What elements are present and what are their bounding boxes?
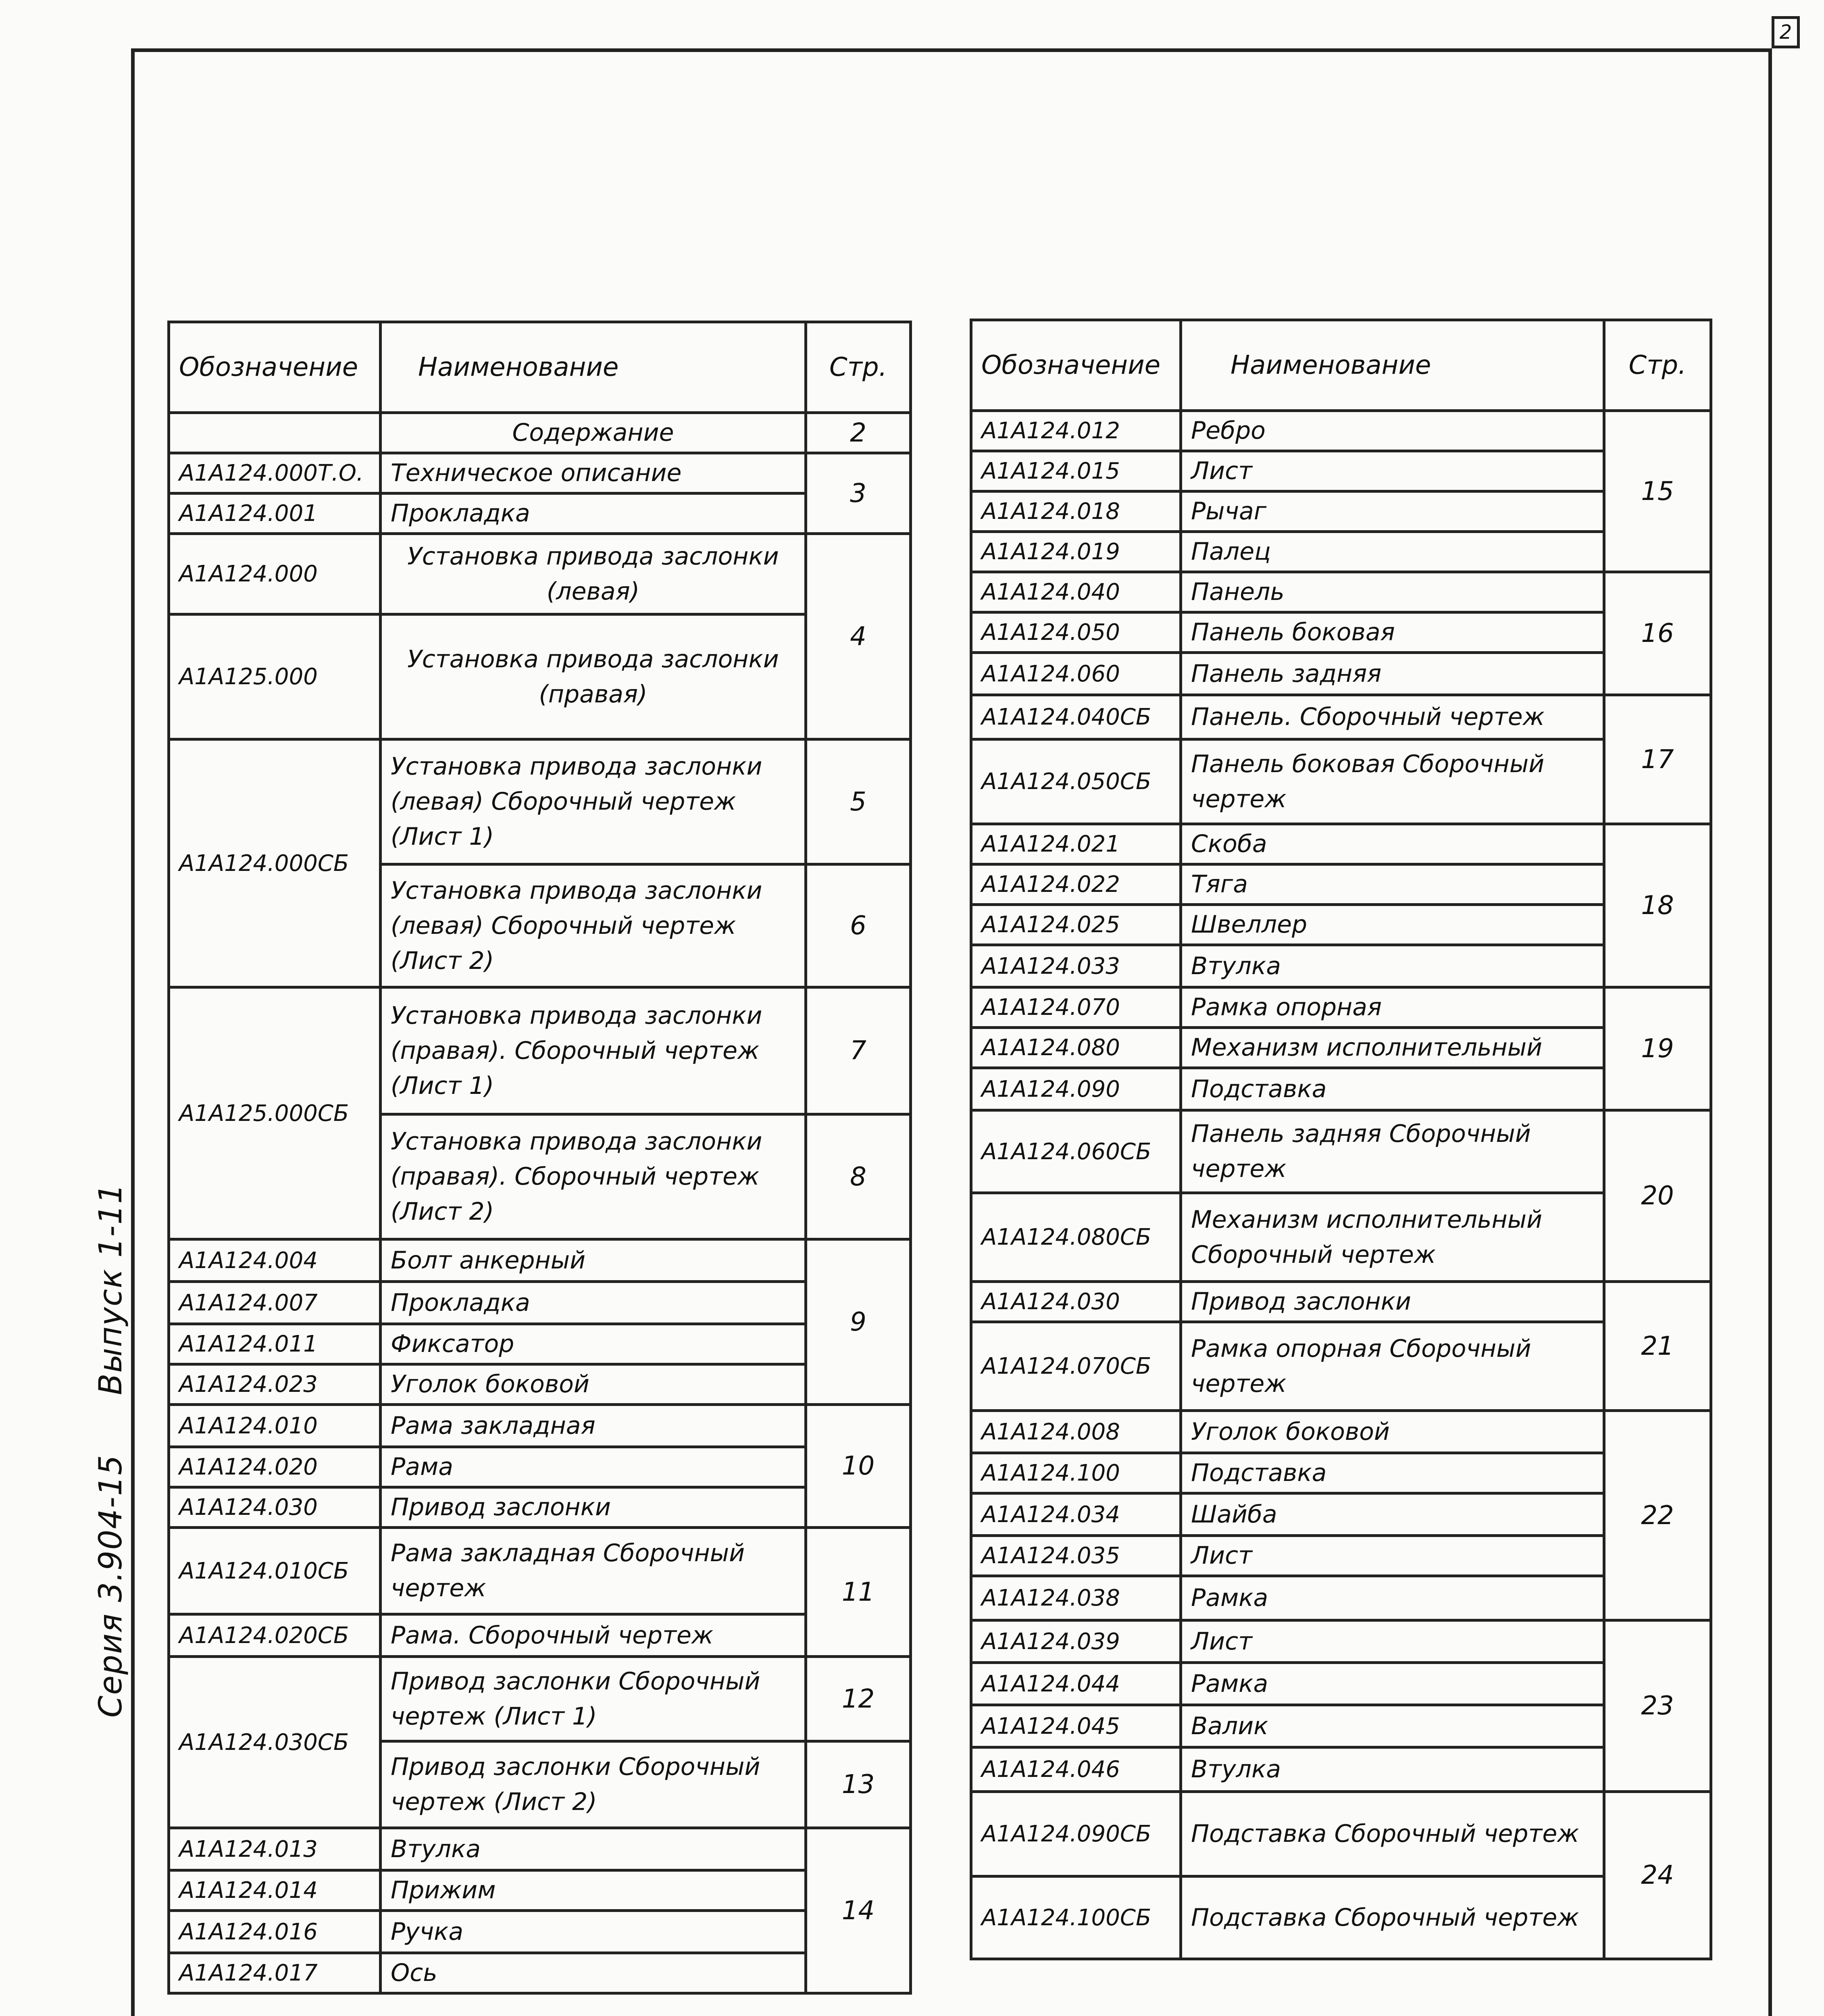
header-page: Стр. (1604, 320, 1711, 411)
row-code: А1А124.080СБ (971, 1193, 1181, 1282)
row-name: Уголок боковой (381, 1364, 806, 1405)
row-code: А1А124.010 (169, 1405, 381, 1447)
row-code: А1А124.045 (971, 1705, 1181, 1747)
row-name: Подставка Сборочный чертеж (1181, 1876, 1604, 1959)
row-name: Втулка (1181, 945, 1604, 987)
row-page: 21 (1604, 1282, 1711, 1411)
row-name: Привод заслонки (381, 1487, 806, 1528)
row-name: Установка привода заслонки (левая) Сборочный чертеж (Лист 1) (381, 739, 806, 864)
row-code: А1А124.018 (971, 492, 1181, 532)
issue-label: Выпуск 1-11 (93, 1183, 129, 1395)
row-code: А1А124.013 (169, 1828, 381, 1870)
row-name: Шайба (1181, 1493, 1604, 1536)
row-code: А1А124.100СБ (971, 1876, 1181, 1959)
row-name: Ось (381, 1953, 806, 1993)
row-name: Лист (1181, 1620, 1604, 1663)
row-page: 9 (806, 1239, 911, 1405)
series-label: Серия 3.904-15 (93, 1454, 129, 1718)
row-page: 2 (806, 413, 911, 453)
row-name: Содержание (381, 413, 806, 453)
row-page: 17 (1604, 695, 1711, 824)
row-name: Установка привода заслонки (правая). Сборочный чертеж (Лист 1) (381, 987, 806, 1114)
row-name: Рама закладная Сборочный чертеж (381, 1528, 806, 1614)
row-name: Механизм исполнительный (1181, 1028, 1604, 1068)
row-code: А1А124.022 (971, 864, 1181, 905)
row-code: А1А124.090СБ (971, 1792, 1181, 1876)
row-name: Ребро (1181, 411, 1604, 451)
row-name: Панель (1181, 572, 1604, 612)
row-page: 5 (806, 739, 911, 864)
row-code: А1А124.000СБ (169, 739, 381, 987)
row-name: Уголок боковой (1181, 1411, 1604, 1453)
row-name: Прокладка (381, 494, 806, 534)
row-name: Палец (1181, 532, 1604, 572)
row-code: А1А124.019 (971, 532, 1181, 572)
row-code: А1А124.070 (971, 987, 1181, 1028)
row-page: 22 (1604, 1411, 1711, 1620)
row-code: А1А124.044 (971, 1663, 1181, 1705)
row-name: Панель боковая (1181, 612, 1604, 653)
row-page: 3 (806, 453, 911, 534)
row-code: А1А124.030СБ (169, 1657, 381, 1828)
row-code: А1А124.000Т.О. (169, 453, 381, 494)
row-page: 7 (806, 987, 911, 1114)
row-name: Панель боковая Сборочный чертеж (1181, 739, 1604, 824)
row-name: Ручка (381, 1911, 806, 1953)
row-name: Установка привода заслонки (левая) (381, 534, 806, 614)
row-name: Подставка (1181, 1068, 1604, 1110)
row-name: Панель задняя (1181, 653, 1604, 695)
row-code: А1А124.011 (169, 1324, 381, 1364)
row-code: А1А124.023 (169, 1364, 381, 1405)
row-page: 18 (1604, 824, 1711, 987)
row-code: А1А124.015 (971, 451, 1181, 492)
row-code: А1А124.010СБ (169, 1528, 381, 1614)
row-code: А1А124.070СБ (971, 1322, 1181, 1411)
row-code: А1А125.000СБ (169, 987, 381, 1239)
row-code: А1А124.030 (971, 1282, 1181, 1322)
row-code: А1А124.038 (971, 1576, 1181, 1620)
row-name: Лист (1181, 451, 1604, 492)
row-page: 24 (1604, 1792, 1711, 1959)
row-code: А1А124.001 (169, 494, 381, 534)
row-code: А1А124.060 (971, 653, 1181, 695)
row-name: Панель задняя Сборочный чертеж (1181, 1110, 1604, 1193)
row-code: А1А124.090 (971, 1068, 1181, 1110)
row-page: 20 (1604, 1110, 1711, 1282)
row-code: А1А124.060СБ (971, 1110, 1181, 1193)
row-code: А1А124.000 (169, 534, 381, 614)
row-name: Скоба (1181, 824, 1604, 864)
row-code: А1А124.017 (169, 1953, 381, 1993)
margin-label (93, 1135, 129, 1718)
header-code: Обозначение (169, 322, 381, 413)
row-code: А1А124.004 (169, 1239, 381, 1282)
row-name: Привод заслонки (1181, 1282, 1604, 1322)
row-code: А1А124.035 (971, 1536, 1181, 1576)
row-name: Лист (1181, 1536, 1604, 1576)
row-code: А1А124.050 (971, 612, 1181, 653)
row-name: Техническое описание (381, 453, 806, 494)
row-code: А1А124.039 (971, 1620, 1181, 1663)
row-code: А1А124.012 (971, 411, 1181, 451)
row-code: А1А124.050СБ (971, 739, 1181, 824)
contents-table-right (970, 319, 1712, 1960)
row-name: Подставка Сборочный чертеж (1181, 1792, 1604, 1876)
row-code: А1А124.007 (169, 1282, 381, 1324)
row-code: А1А124.040 (971, 572, 1181, 612)
row-code: А1А124.014 (169, 1870, 381, 1911)
row-code: А1А124.025 (971, 905, 1181, 945)
row-name: Прижим (381, 1870, 806, 1911)
row-code: А1А124.020 (169, 1447, 381, 1487)
row-code: А1А124.034 (971, 1493, 1181, 1536)
row-name: Рамка (1181, 1576, 1604, 1620)
row-name: Втулка (381, 1828, 806, 1870)
row-code: А1А124.021 (971, 824, 1181, 864)
row-name: Валик (1181, 1705, 1604, 1747)
row-name: Рама закладная (381, 1405, 806, 1447)
row-name: Болт анкерный (381, 1239, 806, 1282)
header-code: Обозначение (971, 320, 1181, 411)
row-code: А1А124.080 (971, 1028, 1181, 1068)
row-name: Рама. Сборочный чертеж (381, 1614, 806, 1657)
row-page: 15 (1604, 411, 1711, 572)
row-name: Установка привода заслонки (левая) Сборочный чертеж (Лист 2) (381, 864, 806, 987)
row-page: 14 (806, 1828, 911, 1993)
row-name: Привод заслонки Сборочный чертеж (Лист 1) (381, 1657, 806, 1741)
row-name: Рычаг (1181, 492, 1604, 532)
row-code: А1А124.046 (971, 1747, 1181, 1792)
header-page: Стр. (806, 322, 911, 413)
header-name: Наименование (381, 322, 806, 413)
row-page: 23 (1604, 1620, 1711, 1792)
row-name: Рама (381, 1447, 806, 1487)
row-name: Панель. Сборочный чертеж (1181, 695, 1604, 739)
row-name: Рамка (1181, 1663, 1604, 1705)
row-page: 8 (806, 1114, 911, 1239)
row-page: 12 (806, 1657, 911, 1741)
row-code: А1А124.030 (169, 1487, 381, 1528)
row-page: 19 (1604, 987, 1711, 1110)
row-page: 4 (806, 534, 911, 739)
row-name: Механизм исполнительный Сборочный чертеж (1181, 1193, 1604, 1282)
row-page: 16 (1604, 572, 1711, 695)
row-name: Тяга (1181, 864, 1604, 905)
row-code: А1А124.016 (169, 1911, 381, 1953)
row-page: 10 (806, 1405, 911, 1528)
row-code: А1А124.100 (971, 1453, 1181, 1493)
row-name: Установка привода заслонки (правая) (381, 614, 806, 739)
contents-table-left (167, 321, 912, 1995)
row-name: Привод заслонки Сборочный чертеж (Лист 2) (381, 1741, 806, 1828)
row-name: Рамка опорная Сборочный чертеж (1181, 1322, 1604, 1411)
sheet-number: 2 (1772, 16, 1800, 48)
row-name: Швеллер (1181, 905, 1604, 945)
header-name: Наименование (1181, 320, 1604, 411)
row-name: Рамка опорная (1181, 987, 1604, 1028)
row-code: А1А124.008 (971, 1411, 1181, 1453)
row-name: Подставка (1181, 1453, 1604, 1493)
row-code: А1А124.020СБ (169, 1614, 381, 1657)
row-page: 11 (806, 1528, 911, 1657)
row-code: А1А125.000 (169, 614, 381, 739)
row-code: А1А124.033 (971, 945, 1181, 987)
row-name: Прокладка (381, 1282, 806, 1324)
row-name: Втулка (1181, 1747, 1604, 1792)
row-page: 13 (806, 1741, 911, 1828)
row-name: Фиксатор (381, 1324, 806, 1364)
row-page: 6 (806, 864, 911, 987)
row-code (169, 413, 381, 453)
row-code: А1А124.040СБ (971, 695, 1181, 739)
row-name: Установка привода заслонки (правая). Сборочный чертеж (Лист 2) (381, 1114, 806, 1239)
